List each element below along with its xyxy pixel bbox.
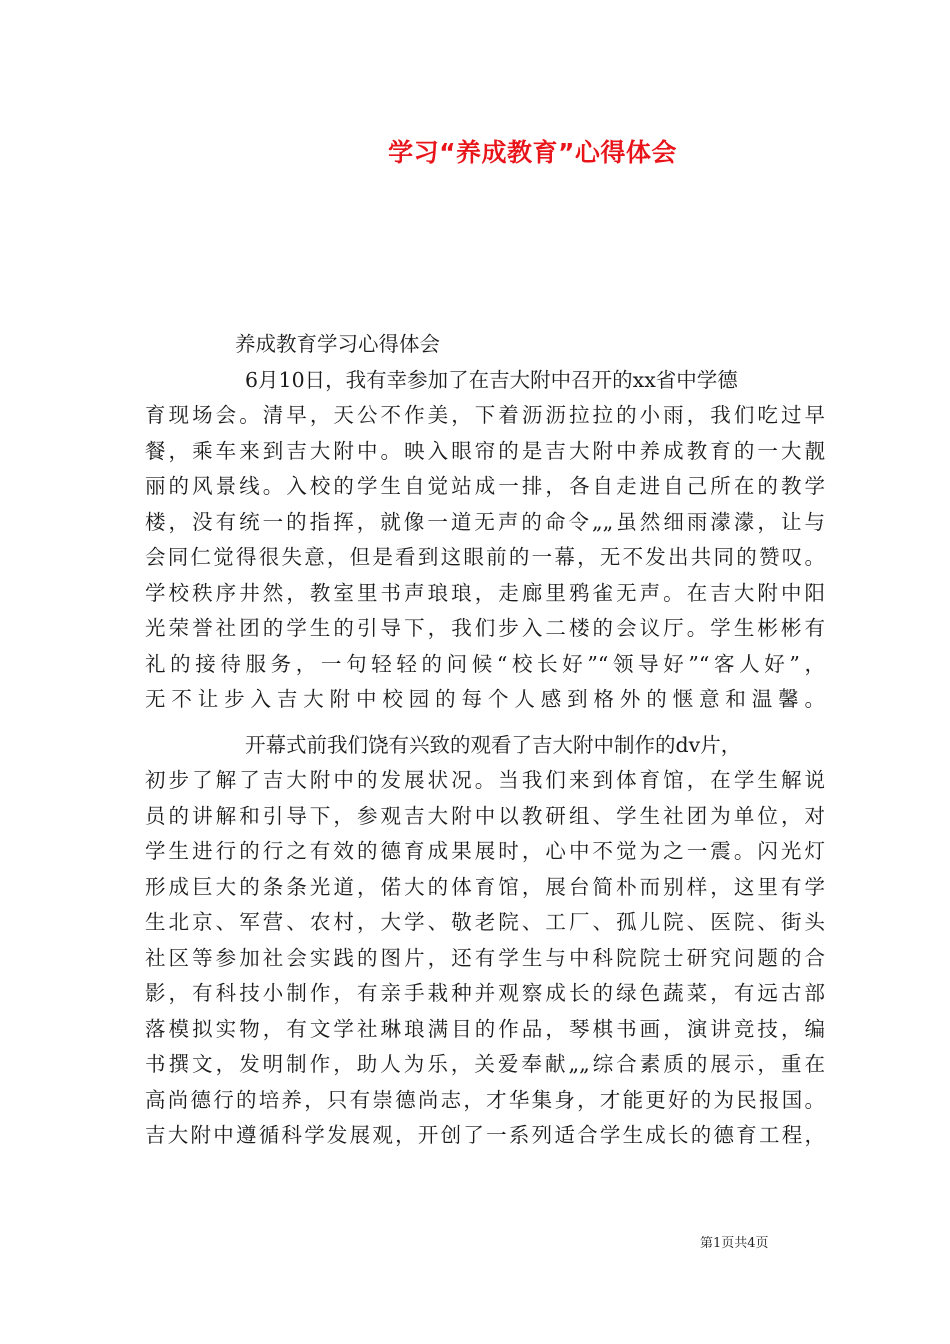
paragraph-line: 楼，没有统一的指挥，就像一道无声的命令„„虽然细雨濛濛，让与 <box>145 509 825 534</box>
paragraph-line: 6月10日，我有幸参加了在吉大附中召开的xx省中学德 <box>245 367 738 392</box>
paragraph-line: 学校秩序井然，教室里书声琅琅，走廊里鸦雀无声。在吉大附中阳 <box>145 580 825 605</box>
document-title: 学习“养成教育”心得体会 <box>388 138 677 167</box>
paragraph-line: 形成巨大的条条光道，偌大的体育馆，展台简朴而别样，这里有学 <box>145 874 825 899</box>
paragraph-line: 光荣誉社团的学生的引导下，我们步入二楼的会议厅。学生彬彬有 <box>145 616 825 640</box>
paragraph-line: 落模拟实物，有文学社琳琅满目的作品，琴棋书画，演讲竞技，编 <box>145 1016 825 1041</box>
paragraph-line: 学生进行的行之有效的德育成果展时，心中不觉为之一震。闪光灯 <box>145 839 825 863</box>
paragraph-line: 吉大附中遵循科学发展观，开创了一系列适合学生成长的德育工程， <box>145 1123 825 1147</box>
paragraph-line: 育现场会。清早，天公不作美，下着沥沥拉拉的小雨，我们吃过早 <box>145 403 825 427</box>
paragraph-line: 会同仁觉得很失意，但是看到这眼前的一幕，无不发出共同的赞叹。 <box>145 545 825 569</box>
paragraph-line: 书撰文，发明制作，助人为乐，关爱奉献„„综合素质的展示，重在 <box>145 1052 825 1076</box>
paragraph-line: 生北京、军营、农村，大学、敬老院、工厂、孤儿院、医院、街头 <box>145 910 825 934</box>
document-body <box>145 327 825 1154</box>
paragraph-line: 无不让步入吉大附中校园的每个人感到格外的惬意和温馨。 <box>145 687 825 711</box>
page-number: 第1页共4页 <box>700 1236 769 1251</box>
paragraph-line: 影，有科技小制作，有亲手栽种并观察成长的绿色蔬菜，有远古部 <box>145 981 825 1005</box>
paragraph-line: 员的讲解和引导下，参观吉大附中以教研组、学生社团为单位，对 <box>145 803 825 828</box>
paragraph-line: 社区等参加社会实践的图片，还有学生与中科院院士研究问题的合 <box>145 945 825 970</box>
paragraph-line: 丽的风景线。入校的学生自觉站成一排，各自走进自己所在的教学 <box>145 474 825 498</box>
paragraph-2 <box>145 728 825 1154</box>
paragraph-line: 餐，乘车来到吉大附中。映入眼帘的是吉大附中养成教育的一大靓 <box>145 438 825 463</box>
paragraph-line: 礼的接待服务，一句轻轻的问候“校长好”“领导好”“客人好”， <box>145 651 825 676</box>
section-subtitle: 养成教育学习心得体会 <box>235 332 440 356</box>
paragraph-1 <box>145 363 825 718</box>
paragraph-line: 开幕式前我们饶有兴致的观看了吉大附中制作的dv片， <box>245 732 742 757</box>
paragraph-line: 高尚德行的培养，只有崇德尚志，才华集身，才能更好的为民报国。 <box>145 1087 825 1112</box>
paragraph-line: 初步了解了吉大附中的发展状况。当我们来到体育馆，在学生解说 <box>145 768 825 792</box>
